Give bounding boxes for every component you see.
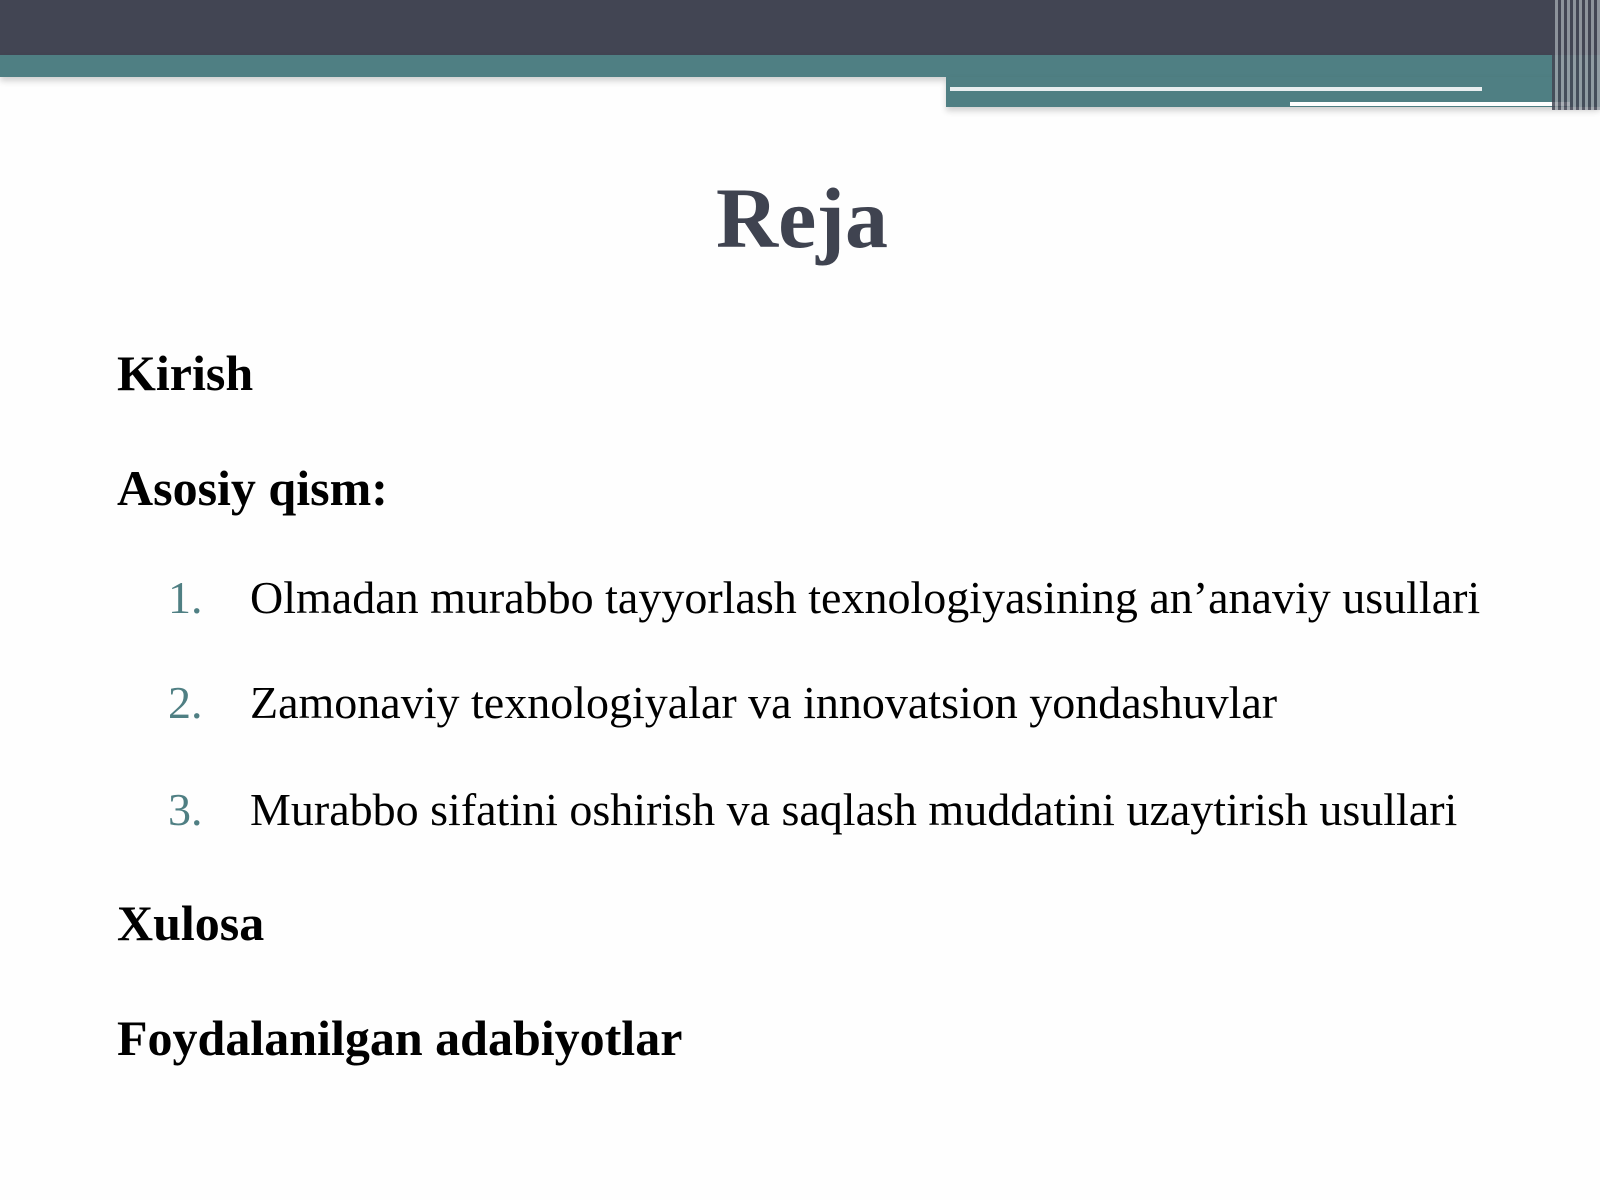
- section-conclusion: Xulosa: [117, 895, 265, 951]
- header-edge-stripes: [1552, 0, 1600, 110]
- section-main: Asosiy qism:: [117, 460, 388, 516]
- header-highlight-line: [950, 87, 1482, 91]
- list-item-text: Murabbo sifatini oshirish va saqlash muddatini uzaytirish usullari: [250, 784, 1458, 835]
- list-item-number: 3.: [168, 784, 203, 835]
- header-highlight-line-lower: [1290, 102, 1570, 106]
- section-references: Foydalanilgan adabiyotlar: [117, 1010, 683, 1066]
- slide-title: Reja: [716, 170, 888, 266]
- section-intro: Kirish: [117, 345, 254, 401]
- list-item-text: Olmadan murabbo tayyorlash texnologiyasining an’anaviy usullari: [250, 572, 1481, 623]
- list-item-number: 2.: [168, 677, 203, 728]
- header-band-accent: [0, 55, 1600, 77]
- header-band-dark: [0, 0, 1600, 55]
- list-item-text: Zamonaviy texnologiyalar va innovatsion yondashuvlar: [250, 677, 1278, 728]
- list-item-number: 1.: [168, 572, 203, 623]
